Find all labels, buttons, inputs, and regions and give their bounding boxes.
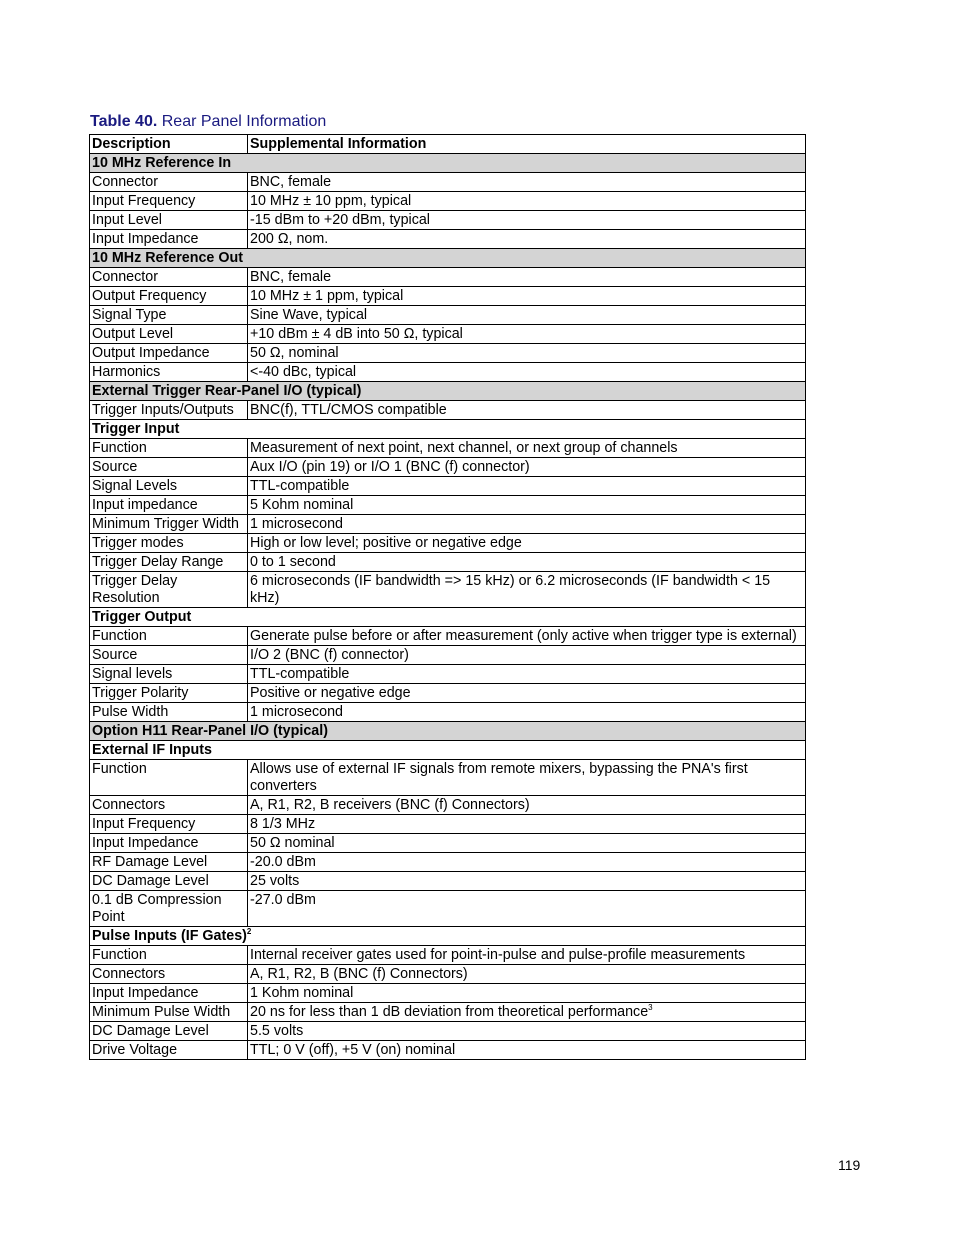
- info-text: 50 Ω, nominal: [250, 345, 339, 361]
- table-row: [90, 230, 806, 249]
- info-cell: [248, 891, 806, 927]
- description-cell: Function: [90, 439, 248, 458]
- description-cell: Input Impedance: [90, 230, 248, 249]
- info-cell: [248, 553, 806, 572]
- description-cell: Source: [90, 646, 248, 665]
- info-text: Aux I/O (pin 19) or I/O 1 (BNC (f) connector): [250, 459, 530, 475]
- description-cell: Connectors: [90, 965, 248, 984]
- description-cell: Output Frequency: [90, 287, 248, 306]
- info-text: 5 Kohm nominal: [250, 497, 354, 513]
- info-cell: [248, 760, 806, 796]
- info-cell: [248, 796, 806, 815]
- table-row: [90, 306, 806, 325]
- info-cell: [248, 703, 806, 722]
- info-text: 6 microseconds (IF bandwidth => 15 kHz) or 6.2 microseconds (IF bandwidth < 15 kHz): [250, 573, 771, 606]
- footnote-ref: 3: [648, 1003, 653, 1012]
- table-row: [90, 627, 806, 646]
- table-row: [90, 534, 806, 553]
- page-number: 119: [838, 1157, 861, 1173]
- description-cell: Trigger Inputs/Outputs: [90, 401, 248, 420]
- info-cell: [248, 230, 806, 249]
- table-row: [90, 815, 806, 834]
- table-row: [90, 325, 806, 344]
- info-text: TTL-compatible: [250, 478, 350, 494]
- table-row: [90, 458, 806, 477]
- info-text: BNC, female: [250, 269, 332, 285]
- info-text: 10 MHz ± 10 ppm, typical: [250, 193, 412, 209]
- info-cell: [248, 439, 806, 458]
- table-header-row: [90, 135, 806, 154]
- rear-panel-table: [89, 134, 806, 1060]
- info-cell: [248, 173, 806, 192]
- info-cell: [248, 834, 806, 853]
- info-text: 1 Kohm nominal: [250, 985, 354, 1001]
- row-heading-text: 10 MHz Reference In: [92, 155, 232, 171]
- table-row: [90, 344, 806, 363]
- subsection-header-row: [90, 608, 806, 627]
- info-text: +10 dBm ± 4 dB into 50 Ω, typical: [250, 326, 463, 342]
- info-cell: [248, 458, 806, 477]
- subsection-title: [90, 420, 806, 439]
- info-cell: [248, 853, 806, 872]
- table-row: [90, 173, 806, 192]
- info-cell: [248, 1041, 806, 1060]
- table-row: [90, 287, 806, 306]
- table-row: [90, 891, 806, 927]
- table-row: [90, 1022, 806, 1041]
- table-row: [90, 646, 806, 665]
- table-row: [90, 853, 806, 872]
- section-header-row: [90, 154, 806, 173]
- row-heading-text: Pulse Inputs (IF Gates): [92, 928, 247, 944]
- description-cell: Pulse Width: [90, 703, 248, 722]
- description-cell: Trigger Delay Range: [90, 553, 248, 572]
- description-cell: Input Level: [90, 211, 248, 230]
- info-text: 20 ns for less than 1 dB deviation from theoretical performance: [250, 1004, 649, 1020]
- info-text: <-40 dBc, typical: [250, 364, 357, 380]
- info-cell: [248, 268, 806, 287]
- table-row: [90, 946, 806, 965]
- column-header-description: Description: [90, 135, 248, 154]
- info-text: Generate pulse before or after measurement (only active when trigger type is external): [250, 628, 797, 644]
- table-caption-title: Rear Panel Information: [161, 113, 327, 130]
- subsection-header-row: [90, 927, 806, 946]
- info-text: Internal receiver gates used for point-in-pulse and pulse-profile measurements: [250, 947, 746, 963]
- info-cell: [248, 325, 806, 344]
- description-cell: Input impedance: [90, 496, 248, 515]
- table-row: [90, 439, 806, 458]
- info-text: I/O 2 (BNC (f) connector): [250, 647, 409, 663]
- info-text: BNC, female: [250, 174, 332, 190]
- description-cell: Signal Levels: [90, 477, 248, 496]
- rear-panel-table-body: [90, 135, 806, 1060]
- description-cell: Input Frequency: [90, 192, 248, 211]
- info-cell: [248, 515, 806, 534]
- table-row: [90, 703, 806, 722]
- description-cell: Harmonics: [90, 363, 248, 382]
- info-text: 0 to 1 second: [250, 554, 336, 570]
- description-cell: Function: [90, 946, 248, 965]
- subsection-header-row: [90, 420, 806, 439]
- info-cell: [248, 344, 806, 363]
- info-text: TTL-compatible: [250, 666, 350, 682]
- row-heading-text: 10 MHz Reference Out: [92, 250, 243, 266]
- info-cell: [248, 572, 806, 608]
- description-cell: DC Damage Level: [90, 1022, 248, 1041]
- section-header-row: [90, 249, 806, 268]
- info-cell: [248, 984, 806, 1003]
- table-row: [90, 268, 806, 287]
- table-row: [90, 984, 806, 1003]
- info-text: High or low level; positive or negative edge: [250, 535, 522, 551]
- table-row: [90, 496, 806, 515]
- info-text: 8 1/3 MHz: [250, 816, 316, 832]
- info-cell: [248, 363, 806, 382]
- description-cell: RF Damage Level: [90, 853, 248, 872]
- description-cell: Function: [90, 627, 248, 646]
- section-header-row: [90, 722, 806, 741]
- info-cell: [248, 211, 806, 230]
- table-row: [90, 363, 806, 382]
- info-text: 5.5 volts: [250, 1023, 304, 1039]
- info-text: -15 dBm to +20 dBm, typical: [250, 212, 430, 228]
- table-row: [90, 211, 806, 230]
- description-cell: Output Impedance: [90, 344, 248, 363]
- info-text: 1 microsecond: [250, 516, 343, 532]
- description-cell: Source: [90, 458, 248, 477]
- table-caption: [90, 113, 326, 131]
- description-cell: DC Damage Level: [90, 872, 248, 891]
- info-cell: [248, 684, 806, 703]
- description-cell: Output Level: [90, 325, 248, 344]
- subsection-title: [90, 741, 806, 760]
- table-row: [90, 965, 806, 984]
- section-title: [90, 154, 806, 173]
- table-row: [90, 872, 806, 891]
- row-heading-text: External Trigger Rear-Panel I/O (typical): [92, 383, 362, 399]
- subsection-title: [90, 608, 806, 627]
- description-cell: Minimum Pulse Width: [90, 1003, 248, 1022]
- info-cell: [248, 401, 806, 420]
- table-row: [90, 572, 806, 608]
- row-heading-text: Option H11 Rear-Panel I/O (typical): [92, 723, 328, 739]
- table-row: [90, 1003, 806, 1022]
- description-cell: Signal Type: [90, 306, 248, 325]
- info-cell: [248, 477, 806, 496]
- info-text: 200 Ω, nom.: [250, 231, 329, 247]
- description-cell: Trigger modes: [90, 534, 248, 553]
- description-cell: Connector: [90, 268, 248, 287]
- table-row: [90, 553, 806, 572]
- description-cell: Function: [90, 760, 248, 796]
- info-text: Sine Wave, typical: [250, 307, 368, 323]
- info-cell: [248, 534, 806, 553]
- info-cell: [248, 306, 806, 325]
- info-cell: [248, 872, 806, 891]
- info-cell: [248, 965, 806, 984]
- description-cell: Minimum Trigger Width: [90, 515, 248, 534]
- description-cell: Connector: [90, 173, 248, 192]
- row-heading-text: Trigger Output: [92, 609, 192, 625]
- subsection-header-row: [90, 741, 806, 760]
- description-cell: Connectors: [90, 796, 248, 815]
- info-cell: [248, 1003, 806, 1022]
- description-cell: Drive Voltage: [90, 1041, 248, 1060]
- table-row: [90, 684, 806, 703]
- table-row: [90, 665, 806, 684]
- info-cell: [248, 1022, 806, 1041]
- description-cell: 0.1 dB Compression Point: [90, 891, 248, 927]
- table-row: [90, 796, 806, 815]
- table-row: [90, 515, 806, 534]
- info-cell: [248, 665, 806, 684]
- column-header-supplemental: Supplemental Information: [248, 135, 806, 154]
- description-cell: Signal levels: [90, 665, 248, 684]
- description-cell: Trigger Delay Resolution: [90, 572, 248, 608]
- section-title: [90, 382, 806, 401]
- description-cell: Input Impedance: [90, 834, 248, 853]
- table-row: [90, 192, 806, 211]
- info-cell: [248, 192, 806, 211]
- info-text: BNC(f), TTL/CMOS compatible: [250, 402, 447, 418]
- info-text: 1 microsecond: [250, 704, 343, 720]
- table-row: [90, 477, 806, 496]
- section-title: [90, 722, 806, 741]
- info-text: -27.0 dBm: [250, 892, 316, 908]
- info-text: Measurement of next point, next channel, or next group of channels: [250, 440, 678, 456]
- info-cell: [248, 627, 806, 646]
- table-row: [90, 1041, 806, 1060]
- info-cell: [248, 946, 806, 965]
- info-text: A, R1, R2, B receivers (BNC (f) Connectors): [250, 797, 530, 813]
- info-text: -20.0 dBm: [250, 854, 316, 870]
- table-row: [90, 401, 806, 420]
- section-title: [90, 249, 806, 268]
- row-heading-text: Trigger Input: [92, 421, 180, 437]
- info-text: TTL; 0 V (off), +5 V (on) nominal: [250, 1042, 456, 1058]
- info-cell: [248, 646, 806, 665]
- info-cell: [248, 815, 806, 834]
- table-row: [90, 760, 806, 796]
- subsection-title: [90, 927, 806, 946]
- info-text: 25 volts: [250, 873, 300, 889]
- section-header-row: [90, 382, 806, 401]
- description-cell: Input Impedance: [90, 984, 248, 1003]
- info-text: Positive or negative edge: [250, 685, 411, 701]
- footnote-ref: 2: [246, 927, 252, 936]
- description-cell: Input Frequency: [90, 815, 248, 834]
- info-text: Allows use of external IF signals from remote mixers, bypassing the PNA's first converters: [250, 761, 748, 794]
- table-caption-label: Table 40.: [90, 113, 158, 130]
- row-heading-text: External IF Inputs: [92, 742, 212, 758]
- info-cell: [248, 496, 806, 515]
- info-text: 50 Ω nominal: [250, 835, 335, 851]
- table-row: [90, 834, 806, 853]
- description-cell: Trigger Polarity: [90, 684, 248, 703]
- info-text: A, R1, R2, B (BNC (f) Connectors): [250, 966, 468, 982]
- info-text: 10 MHz ± 1 ppm, typical: [250, 288, 404, 304]
- info-cell: [248, 287, 806, 306]
